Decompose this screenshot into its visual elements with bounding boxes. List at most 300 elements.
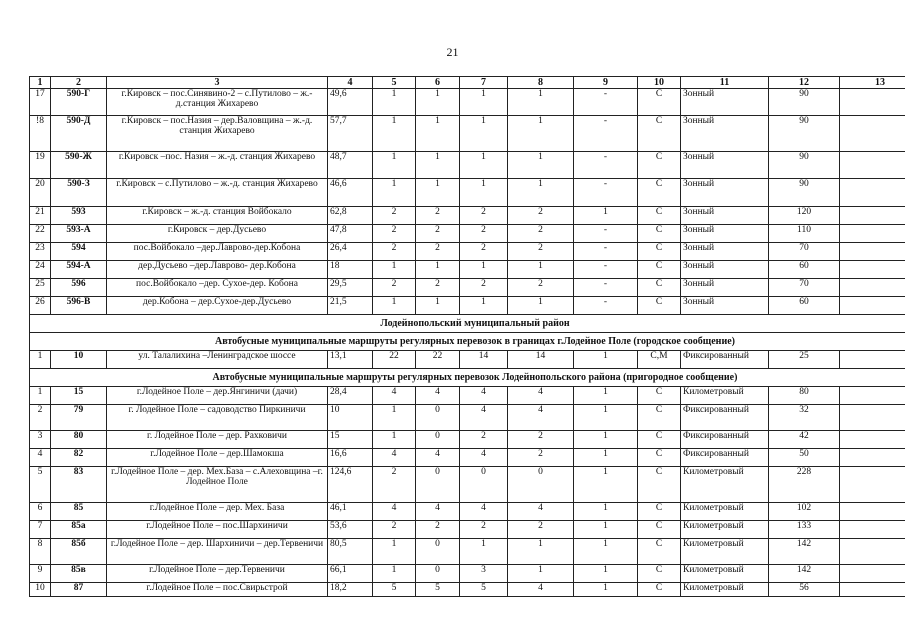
col-8-cell: 2	[508, 207, 574, 225]
table-row	[30, 179, 905, 207]
col-13-cell	[840, 467, 905, 503]
tariff-type-cell: Зонный	[681, 179, 769, 207]
col-10-cell: С	[638, 405, 681, 431]
col-10-cell: С	[638, 261, 681, 279]
col-8-cell: 1	[508, 297, 574, 315]
col-5-cell: 2	[373, 225, 416, 243]
col-12-cell: 142	[769, 565, 840, 583]
col-7-cell: 2	[460, 225, 508, 243]
col-6-cell: 1	[416, 89, 460, 116]
row-number-cell: 22	[30, 225, 51, 243]
table-row	[30, 351, 905, 369]
route-length-cell: 10	[328, 405, 373, 431]
header-cell: 12	[769, 77, 840, 89]
table-row	[30, 565, 905, 583]
col-6-cell: 1	[416, 152, 460, 179]
col-12-cell: 90	[769, 89, 840, 116]
col-13-cell	[840, 297, 905, 315]
route-length-cell: 47,8	[328, 225, 373, 243]
col-12-cell: 60	[769, 261, 840, 279]
col-6-cell: 2	[416, 279, 460, 297]
header-cell: 9	[574, 77, 638, 89]
row-number-cell: 10	[30, 583, 51, 597]
col-12-cell: 133	[769, 521, 840, 539]
table-row	[30, 243, 905, 261]
route-length-cell: 124,6	[328, 467, 373, 503]
col-8-cell: 1	[508, 152, 574, 179]
route-path-cell: пос.Войбокало –дер.Лаврово-дер.Кобона	[107, 243, 328, 261]
col-13-cell	[840, 89, 905, 116]
route-number-cell: 85	[51, 503, 107, 521]
section-title-row	[30, 369, 905, 387]
col-6-cell: 4	[416, 449, 460, 467]
header-cell: 7	[460, 77, 508, 89]
col-8-cell: 4	[508, 387, 574, 405]
col-10-cell: С,М	[638, 351, 681, 369]
table-row	[30, 449, 905, 467]
tariff-type-cell: Километровый	[681, 467, 769, 503]
col-6-cell: 1	[416, 179, 460, 207]
route-length-cell: 53,6	[328, 521, 373, 539]
col-5-cell: 2	[373, 521, 416, 539]
col-10-cell: С	[638, 539, 681, 565]
col-10-cell: С	[638, 279, 681, 297]
route-length-cell: 46,1	[328, 503, 373, 521]
route-length-cell: 15	[328, 431, 373, 449]
col-6-cell: 0	[416, 565, 460, 583]
table-row	[30, 467, 905, 503]
col-10-cell: С	[638, 152, 681, 179]
col-5-cell: 1	[373, 405, 416, 431]
table-header-row	[30, 77, 905, 89]
col-5-cell: 22	[373, 351, 416, 369]
col-5-cell: 2	[373, 279, 416, 297]
col-7-cell: 1	[460, 297, 508, 315]
col-9-cell: 1	[574, 565, 638, 583]
col-7-cell: 2	[460, 207, 508, 225]
table-row	[30, 261, 905, 279]
col-5-cell: 1	[373, 116, 416, 152]
col-6-cell: 2	[416, 225, 460, 243]
col-5-cell: 4	[373, 449, 416, 467]
col-12-cell: 70	[769, 243, 840, 261]
row-number-cell: 1	[30, 387, 51, 405]
col-13-cell	[840, 583, 905, 597]
col-10-cell: С	[638, 521, 681, 539]
col-6-cell: 0	[416, 539, 460, 565]
route-path-cell: г.Кировск – пос.Назия – дер.Валовщина – ж.-д. станция Жихарево	[107, 116, 328, 152]
col-6-cell: 2	[416, 521, 460, 539]
routes-table	[29, 76, 905, 597]
col-5-cell: 2	[373, 243, 416, 261]
tariff-type-cell: Зонный	[681, 243, 769, 261]
col-9-cell: 1	[574, 503, 638, 521]
col-6-cell: 4	[416, 387, 460, 405]
tariff-type-cell: Километровый	[681, 503, 769, 521]
route-path-cell: дер.Кобона – дер.Сухое-дер.Дусьево	[107, 297, 328, 315]
col-5-cell: 1	[373, 261, 416, 279]
col-5-cell: 2	[373, 467, 416, 503]
col-12-cell: 56	[769, 583, 840, 597]
col-12-cell: 102	[769, 503, 840, 521]
row-number-cell: 2	[30, 405, 51, 431]
table-row	[30, 152, 905, 179]
col-6-cell: 1	[416, 116, 460, 152]
col-10-cell: С	[638, 583, 681, 597]
col-12-cell: 25	[769, 351, 840, 369]
col-6-cell: 0	[416, 467, 460, 503]
tariff-type-cell: Зонный	[681, 89, 769, 116]
col-6-cell: 4	[416, 503, 460, 521]
col-7-cell: 1	[460, 152, 508, 179]
col-6-cell: 22	[416, 351, 460, 369]
col-12-cell: 90	[769, 179, 840, 207]
col-9-cell: -	[574, 116, 638, 152]
col-10-cell: С	[638, 243, 681, 261]
row-number-cell: 20	[30, 179, 51, 207]
tariff-type-cell: Зонный	[681, 225, 769, 243]
route-number-cell: 590-Д	[51, 116, 107, 152]
col-7-cell: 3	[460, 565, 508, 583]
route-path-cell: ул. Талалихина –Ленинградское шоссе	[107, 351, 328, 369]
route-path-cell: г. Лодейное Поле – дер. Рахковичи	[107, 431, 328, 449]
section-title: Автобусные муниципальные маршруты регулярных перевозок Лодейнопольского района (пригородное сообщение)	[30, 369, 905, 387]
col-5-cell: 1	[373, 431, 416, 449]
col-13-cell	[840, 565, 905, 583]
col-5-cell: 1	[373, 565, 416, 583]
col-12-cell: 70	[769, 279, 840, 297]
row-number-cell: 9	[30, 565, 51, 583]
col-8-cell: 1	[508, 89, 574, 116]
tariff-type-cell: Зонный	[681, 279, 769, 297]
col-7-cell: 1	[460, 89, 508, 116]
col-9-cell: -	[574, 89, 638, 116]
route-path-cell: г.Лодейное Поле – дер.Тервеничи	[107, 565, 328, 583]
col-5-cell: 1	[373, 539, 416, 565]
tariff-type-cell: Километровый	[681, 539, 769, 565]
route-length-cell: 16,6	[328, 449, 373, 467]
col-12-cell: 90	[769, 152, 840, 179]
col-13-cell	[840, 351, 905, 369]
col-6-cell: 0	[416, 405, 460, 431]
col-13-cell	[840, 225, 905, 243]
row-number-cell: 4	[30, 449, 51, 467]
route-path-cell: г.Кировск – ж.-д. станция Войбокало	[107, 207, 328, 225]
header-cell: 5	[373, 77, 416, 89]
col-10-cell: С	[638, 225, 681, 243]
col-10-cell: С	[638, 297, 681, 315]
col-8-cell: 2	[508, 431, 574, 449]
col-7-cell: 4	[460, 503, 508, 521]
col-13-cell	[840, 521, 905, 539]
col-5-cell: 2	[373, 207, 416, 225]
col-10-cell: С	[638, 431, 681, 449]
row-number-cell: 3	[30, 431, 51, 449]
col-9-cell: 1	[574, 521, 638, 539]
col-12-cell: 90	[769, 116, 840, 152]
col-12-cell: 110	[769, 225, 840, 243]
route-number-cell: 15	[51, 387, 107, 405]
col-8-cell: 1	[508, 261, 574, 279]
tariff-type-cell: Фиксированный	[681, 449, 769, 467]
col-9-cell: 1	[574, 467, 638, 503]
col-10-cell: С	[638, 503, 681, 521]
route-number-cell: 596	[51, 279, 107, 297]
col-5-cell: 4	[373, 387, 416, 405]
col-13-cell	[840, 279, 905, 297]
table-row	[30, 583, 905, 597]
col-5-cell: 1	[373, 297, 416, 315]
tariff-type-cell: Фиксированный	[681, 405, 769, 431]
col-13-cell	[840, 179, 905, 207]
col-9-cell: 1	[574, 387, 638, 405]
header-cell: 13	[840, 77, 905, 89]
route-length-cell: 57,7	[328, 116, 373, 152]
row-number-cell: 26	[30, 297, 51, 315]
route-length-cell: 66,1	[328, 565, 373, 583]
header-cell: 6	[416, 77, 460, 89]
tariff-type-cell: Зонный	[681, 297, 769, 315]
route-number-cell: 10	[51, 351, 107, 369]
tariff-type-cell: Зонный	[681, 261, 769, 279]
col-8-cell: 1	[508, 539, 574, 565]
col-9-cell: 1	[574, 351, 638, 369]
route-path-cell: г.Лодейное Поле – пос.Свирьстрой	[107, 583, 328, 597]
col-9-cell: 1	[574, 431, 638, 449]
col-13-cell	[840, 261, 905, 279]
col-10-cell: С	[638, 207, 681, 225]
route-path-cell: г.Кировск – дер.Дусьево	[107, 225, 328, 243]
col-5-cell: 4	[373, 503, 416, 521]
col-12-cell: 32	[769, 405, 840, 431]
route-path-cell: г.Кировск – с.Путилово – ж.-д. станция Жихарево	[107, 179, 328, 207]
route-path-cell: дер.Дусьево –дер.Лаврово- дер.Кобона	[107, 261, 328, 279]
tariff-type-cell: Фиксированный	[681, 351, 769, 369]
col-13-cell	[840, 405, 905, 431]
col-8-cell: 2	[508, 225, 574, 243]
col-8-cell: 4	[508, 503, 574, 521]
route-path-cell: г.Лодейное Поле – дер.Янгиничи (дачи)	[107, 387, 328, 405]
col-12-cell: 42	[769, 431, 840, 449]
tariff-type-cell: Зонный	[681, 207, 769, 225]
header-cell: 11	[681, 77, 769, 89]
row-number-cell: 24	[30, 261, 51, 279]
col-9-cell: 1	[574, 207, 638, 225]
col-13-cell	[840, 431, 905, 449]
route-number-cell: 593	[51, 207, 107, 225]
col-7-cell: 2	[460, 431, 508, 449]
col-5-cell: 5	[373, 583, 416, 597]
col-10-cell: С	[638, 449, 681, 467]
col-9-cell: -	[574, 279, 638, 297]
route-number-cell: 590-З	[51, 179, 107, 207]
col-8-cell: 2	[508, 521, 574, 539]
row-number-cell: 7	[30, 521, 51, 539]
col-6-cell: 5	[416, 583, 460, 597]
col-5-cell: 1	[373, 89, 416, 116]
table-row	[30, 89, 905, 116]
col-8-cell: 2	[508, 279, 574, 297]
col-13-cell	[840, 449, 905, 467]
route-path-cell: г.Лодейное Поле – дер. Мех. База	[107, 503, 328, 521]
col-12-cell: 228	[769, 467, 840, 503]
col-8-cell: 1	[508, 116, 574, 152]
col-8-cell: 1	[508, 565, 574, 583]
col-6-cell: 1	[416, 297, 460, 315]
route-number-cell: 85б	[51, 539, 107, 565]
table-row	[30, 521, 905, 539]
table-row	[30, 116, 905, 152]
route-length-cell: 48,7	[328, 152, 373, 179]
route-length-cell: 28,4	[328, 387, 373, 405]
tariff-type-cell: Фиксированный	[681, 431, 769, 449]
route-path-cell: г.Кировск – пос.Синявино-2 – с.Путилово – ж.-д.станция Жихарево	[107, 89, 328, 116]
col-8-cell: 2	[508, 449, 574, 467]
header-cell: 8	[508, 77, 574, 89]
col-7-cell: 5	[460, 583, 508, 597]
table-row	[30, 225, 905, 243]
section-title: Автобусные муниципальные маршруты регулярных перевозок в границах г.Лодейное Поле (городское сообщение)	[30, 333, 905, 351]
header-cell: 3	[107, 77, 328, 89]
row-number-cell: 6	[30, 503, 51, 521]
col-7-cell: 4	[460, 405, 508, 431]
route-number-cell: 594	[51, 243, 107, 261]
col-9-cell: 1	[574, 539, 638, 565]
col-13-cell	[840, 243, 905, 261]
table-row	[30, 297, 905, 315]
col-10-cell: С	[638, 565, 681, 583]
tariff-type-cell: Километровый	[681, 387, 769, 405]
col-5-cell: 1	[373, 152, 416, 179]
col-12-cell: 80	[769, 387, 840, 405]
route-path-cell: г. Лодейное Поле – садоводство Пиркиничи	[107, 405, 328, 431]
col-10-cell: С	[638, 179, 681, 207]
route-length-cell: 46,6	[328, 179, 373, 207]
route-number-cell: 83	[51, 467, 107, 503]
table-row	[30, 387, 905, 405]
row-number-cell: !8	[30, 116, 51, 152]
route-number-cell: 593-А	[51, 225, 107, 243]
col-6-cell: 0	[416, 431, 460, 449]
page-number: 21	[446, 45, 459, 59]
col-13-cell	[840, 387, 905, 405]
col-9-cell: -	[574, 152, 638, 179]
route-length-cell: 29,5	[328, 279, 373, 297]
col-13-cell	[840, 116, 905, 152]
route-number-cell: 87	[51, 583, 107, 597]
route-path-cell: г.Кировск –пос. Назия – ж.-д. станция Жихарево	[107, 152, 328, 179]
tariff-type-cell: Километровый	[681, 521, 769, 539]
col-7-cell: 1	[460, 179, 508, 207]
col-7-cell: 4	[460, 387, 508, 405]
row-number-cell: 17	[30, 89, 51, 116]
header-cell: 4	[328, 77, 373, 89]
col-9-cell: 1	[574, 583, 638, 597]
col-13-cell	[840, 539, 905, 565]
col-9-cell: -	[574, 243, 638, 261]
route-length-cell: 21,5	[328, 297, 373, 315]
col-9-cell: 1	[574, 405, 638, 431]
route-number-cell: 596-В	[51, 297, 107, 315]
col-13-cell	[840, 207, 905, 225]
tariff-type-cell: Километровый	[681, 565, 769, 583]
row-number-cell: 1	[30, 351, 51, 369]
col-6-cell: 1	[416, 261, 460, 279]
table-row	[30, 207, 905, 225]
row-number-cell: 19	[30, 152, 51, 179]
col-9-cell: 1	[574, 449, 638, 467]
table-row	[30, 503, 905, 521]
col-10-cell: С	[638, 387, 681, 405]
route-number-cell: 590-Г	[51, 89, 107, 116]
route-length-cell: 18	[328, 261, 373, 279]
col-7-cell: 2	[460, 243, 508, 261]
header-cell: 10	[638, 77, 681, 89]
table-row	[30, 539, 905, 565]
route-path-cell: г.Лодейное Поле – пос.Шархиничи	[107, 521, 328, 539]
col-6-cell: 2	[416, 207, 460, 225]
route-length-cell: 49,6	[328, 89, 373, 116]
route-number-cell: 79	[51, 405, 107, 431]
col-5-cell: 1	[373, 179, 416, 207]
route-number-cell: 590-Ж	[51, 152, 107, 179]
route-number-cell: 85а	[51, 521, 107, 539]
row-number-cell: 5	[30, 467, 51, 503]
route-length-cell: 18,2	[328, 583, 373, 597]
route-length-cell: 62,8	[328, 207, 373, 225]
col-7-cell: 1	[460, 539, 508, 565]
col-9-cell: -	[574, 225, 638, 243]
col-8-cell: 0	[508, 467, 574, 503]
col-12-cell: 60	[769, 297, 840, 315]
route-number-cell: 594-А	[51, 261, 107, 279]
route-length-cell: 13,1	[328, 351, 373, 369]
col-7-cell: 1	[460, 116, 508, 152]
table-row	[30, 431, 905, 449]
header-cell: 2	[51, 77, 107, 89]
col-13-cell	[840, 152, 905, 179]
col-8-cell: 4	[508, 405, 574, 431]
col-7-cell: 2	[460, 279, 508, 297]
tariff-type-cell: Зонный	[681, 116, 769, 152]
col-7-cell: 2	[460, 521, 508, 539]
col-7-cell: 0	[460, 467, 508, 503]
route-length-cell: 80,5	[328, 539, 373, 565]
col-13-cell	[840, 503, 905, 521]
col-7-cell: 1	[460, 261, 508, 279]
col-7-cell: 14	[460, 351, 508, 369]
section-title: Лодейнопольский муниципальный район	[30, 315, 905, 333]
col-8-cell: 2	[508, 243, 574, 261]
col-9-cell: -	[574, 261, 638, 279]
col-8-cell: 4	[508, 583, 574, 597]
col-12-cell: 142	[769, 539, 840, 565]
route-path-cell: г.Лодейное Поле – дер. Мех.База – с.Алеховщина –г. Лодейное Поле	[107, 467, 328, 503]
row-number-cell: 23	[30, 243, 51, 261]
tariff-type-cell: Километровый	[681, 583, 769, 597]
section-title-row	[30, 315, 905, 333]
col-10-cell: С	[638, 89, 681, 116]
section-title-row	[30, 333, 905, 351]
col-8-cell: 14	[508, 351, 574, 369]
route-length-cell: 26,4	[328, 243, 373, 261]
col-12-cell: 50	[769, 449, 840, 467]
route-number-cell: 85в	[51, 565, 107, 583]
row-number-cell: 8	[30, 539, 51, 565]
table-row	[30, 279, 905, 297]
route-path-cell: г.Лодейное Поле – дер. Шархиничи – дер.Тервеничи	[107, 539, 328, 565]
route-path-cell: г.Лодейное Поле – дер.Шамокша	[107, 449, 328, 467]
